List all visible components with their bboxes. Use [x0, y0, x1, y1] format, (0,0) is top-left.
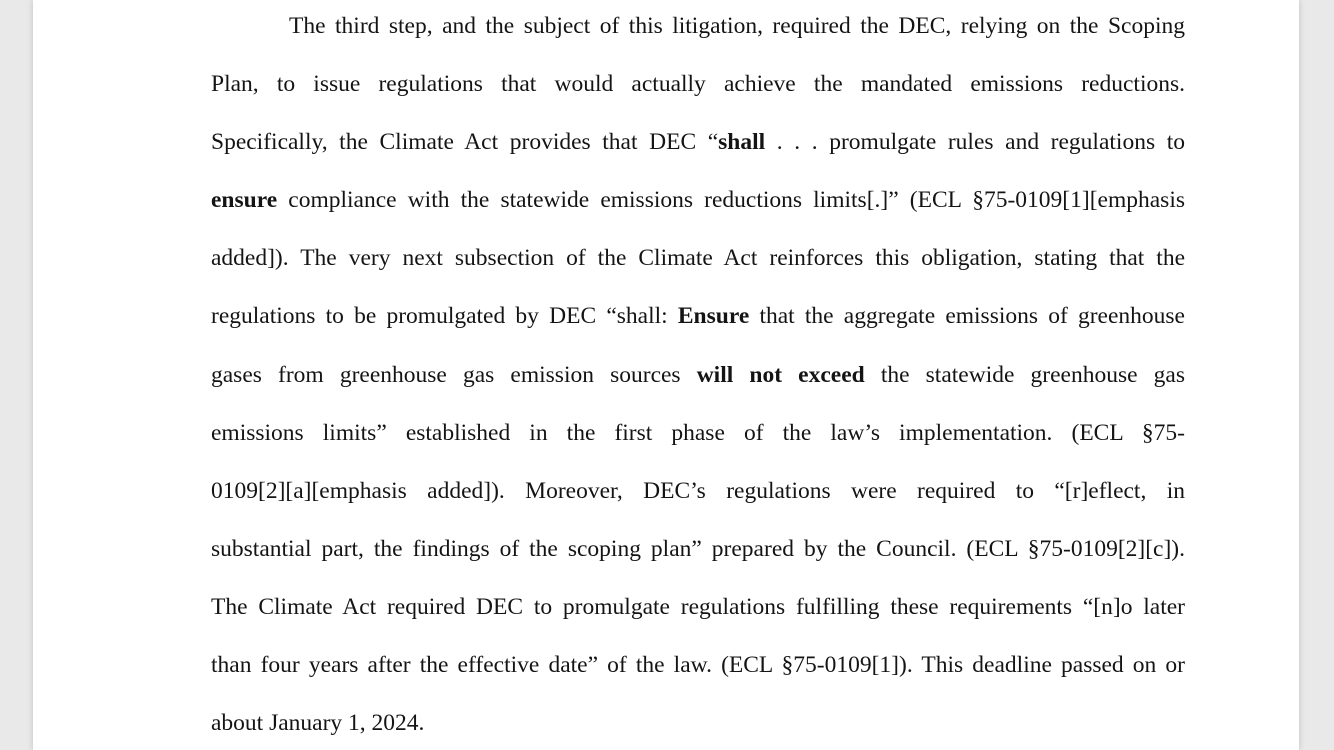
emphasis-text: Ensure — [677, 303, 750, 330]
text-run: emissions limits” established in the first phase of the law’s implementation. (ECL §75- — [211, 419, 1185, 446]
text-run: that the aggregate emissions of greenhouse — [749, 303, 1185, 330]
emphasis-text: will not exceed — [696, 361, 865, 388]
text-run: the statewide greenhouse gas — [864, 361, 1185, 388]
text-run: about January 1, 2024. — [211, 710, 425, 737]
text-line — [211, 356, 1185, 414]
text-run: The third step, and the subject of this litigation, required the DEC, relying on the Scoping — [289, 13, 1185, 39]
text-line — [211, 65, 1185, 123]
text-run: Specifically, the Climate Act provides that DEC “ — [211, 129, 719, 156]
text-line — [211, 239, 1185, 297]
text-line — [211, 646, 1185, 704]
text-line — [211, 297, 1185, 355]
text-run: than four years after the effective date” of the law. (ECL §75-0109[1]). This deadline passed on or — [211, 652, 1185, 679]
text-run: gases from greenhouse gas emission sources — [211, 361, 697, 388]
text-run: 0109[2][a][emphasis added]). Moreover, DEC’s regulations were required to “[r]eflect, in — [211, 477, 1185, 504]
text-line — [211, 123, 1185, 181]
text-run: compliance with the statewide emissions reductions limits[.]” (ECL §75-0109[1][emphasis — [277, 187, 1185, 214]
text-line — [211, 588, 1185, 646]
text-line — [211, 181, 1185, 239]
text-line — [211, 530, 1185, 588]
emphasis-text: ensure — [211, 187, 278, 214]
text-run: regulations to be promulgated by DEC “shall: — [211, 303, 678, 330]
body-paragraph — [211, 7, 1185, 750]
text-line — [211, 472, 1185, 530]
text-line — [211, 414, 1185, 472]
text-run: The Climate Act required DEC to promulgate regulations fulfilling these requirements “[n]o later — [211, 593, 1185, 620]
emphasis-text: shall — [718, 129, 766, 156]
text-line — [211, 704, 1185, 750]
text-run: Plan, to issue regulations that would actually achieve the mandated emissions reductions. — [211, 71, 1185, 98]
text-run: . . . promulgate rules and regulations to — [765, 129, 1185, 156]
text-run: added]). The very next subsection of the Climate Act reinforces this obligation, stating that the — [211, 245, 1185, 272]
document-page — [33, 0, 1299, 750]
text-run: substantial part, the findings of the scoping plan” prepared by the Council. (ECL §75-0109[2][c]). — [211, 535, 1185, 562]
text-line — [211, 7, 1185, 65]
